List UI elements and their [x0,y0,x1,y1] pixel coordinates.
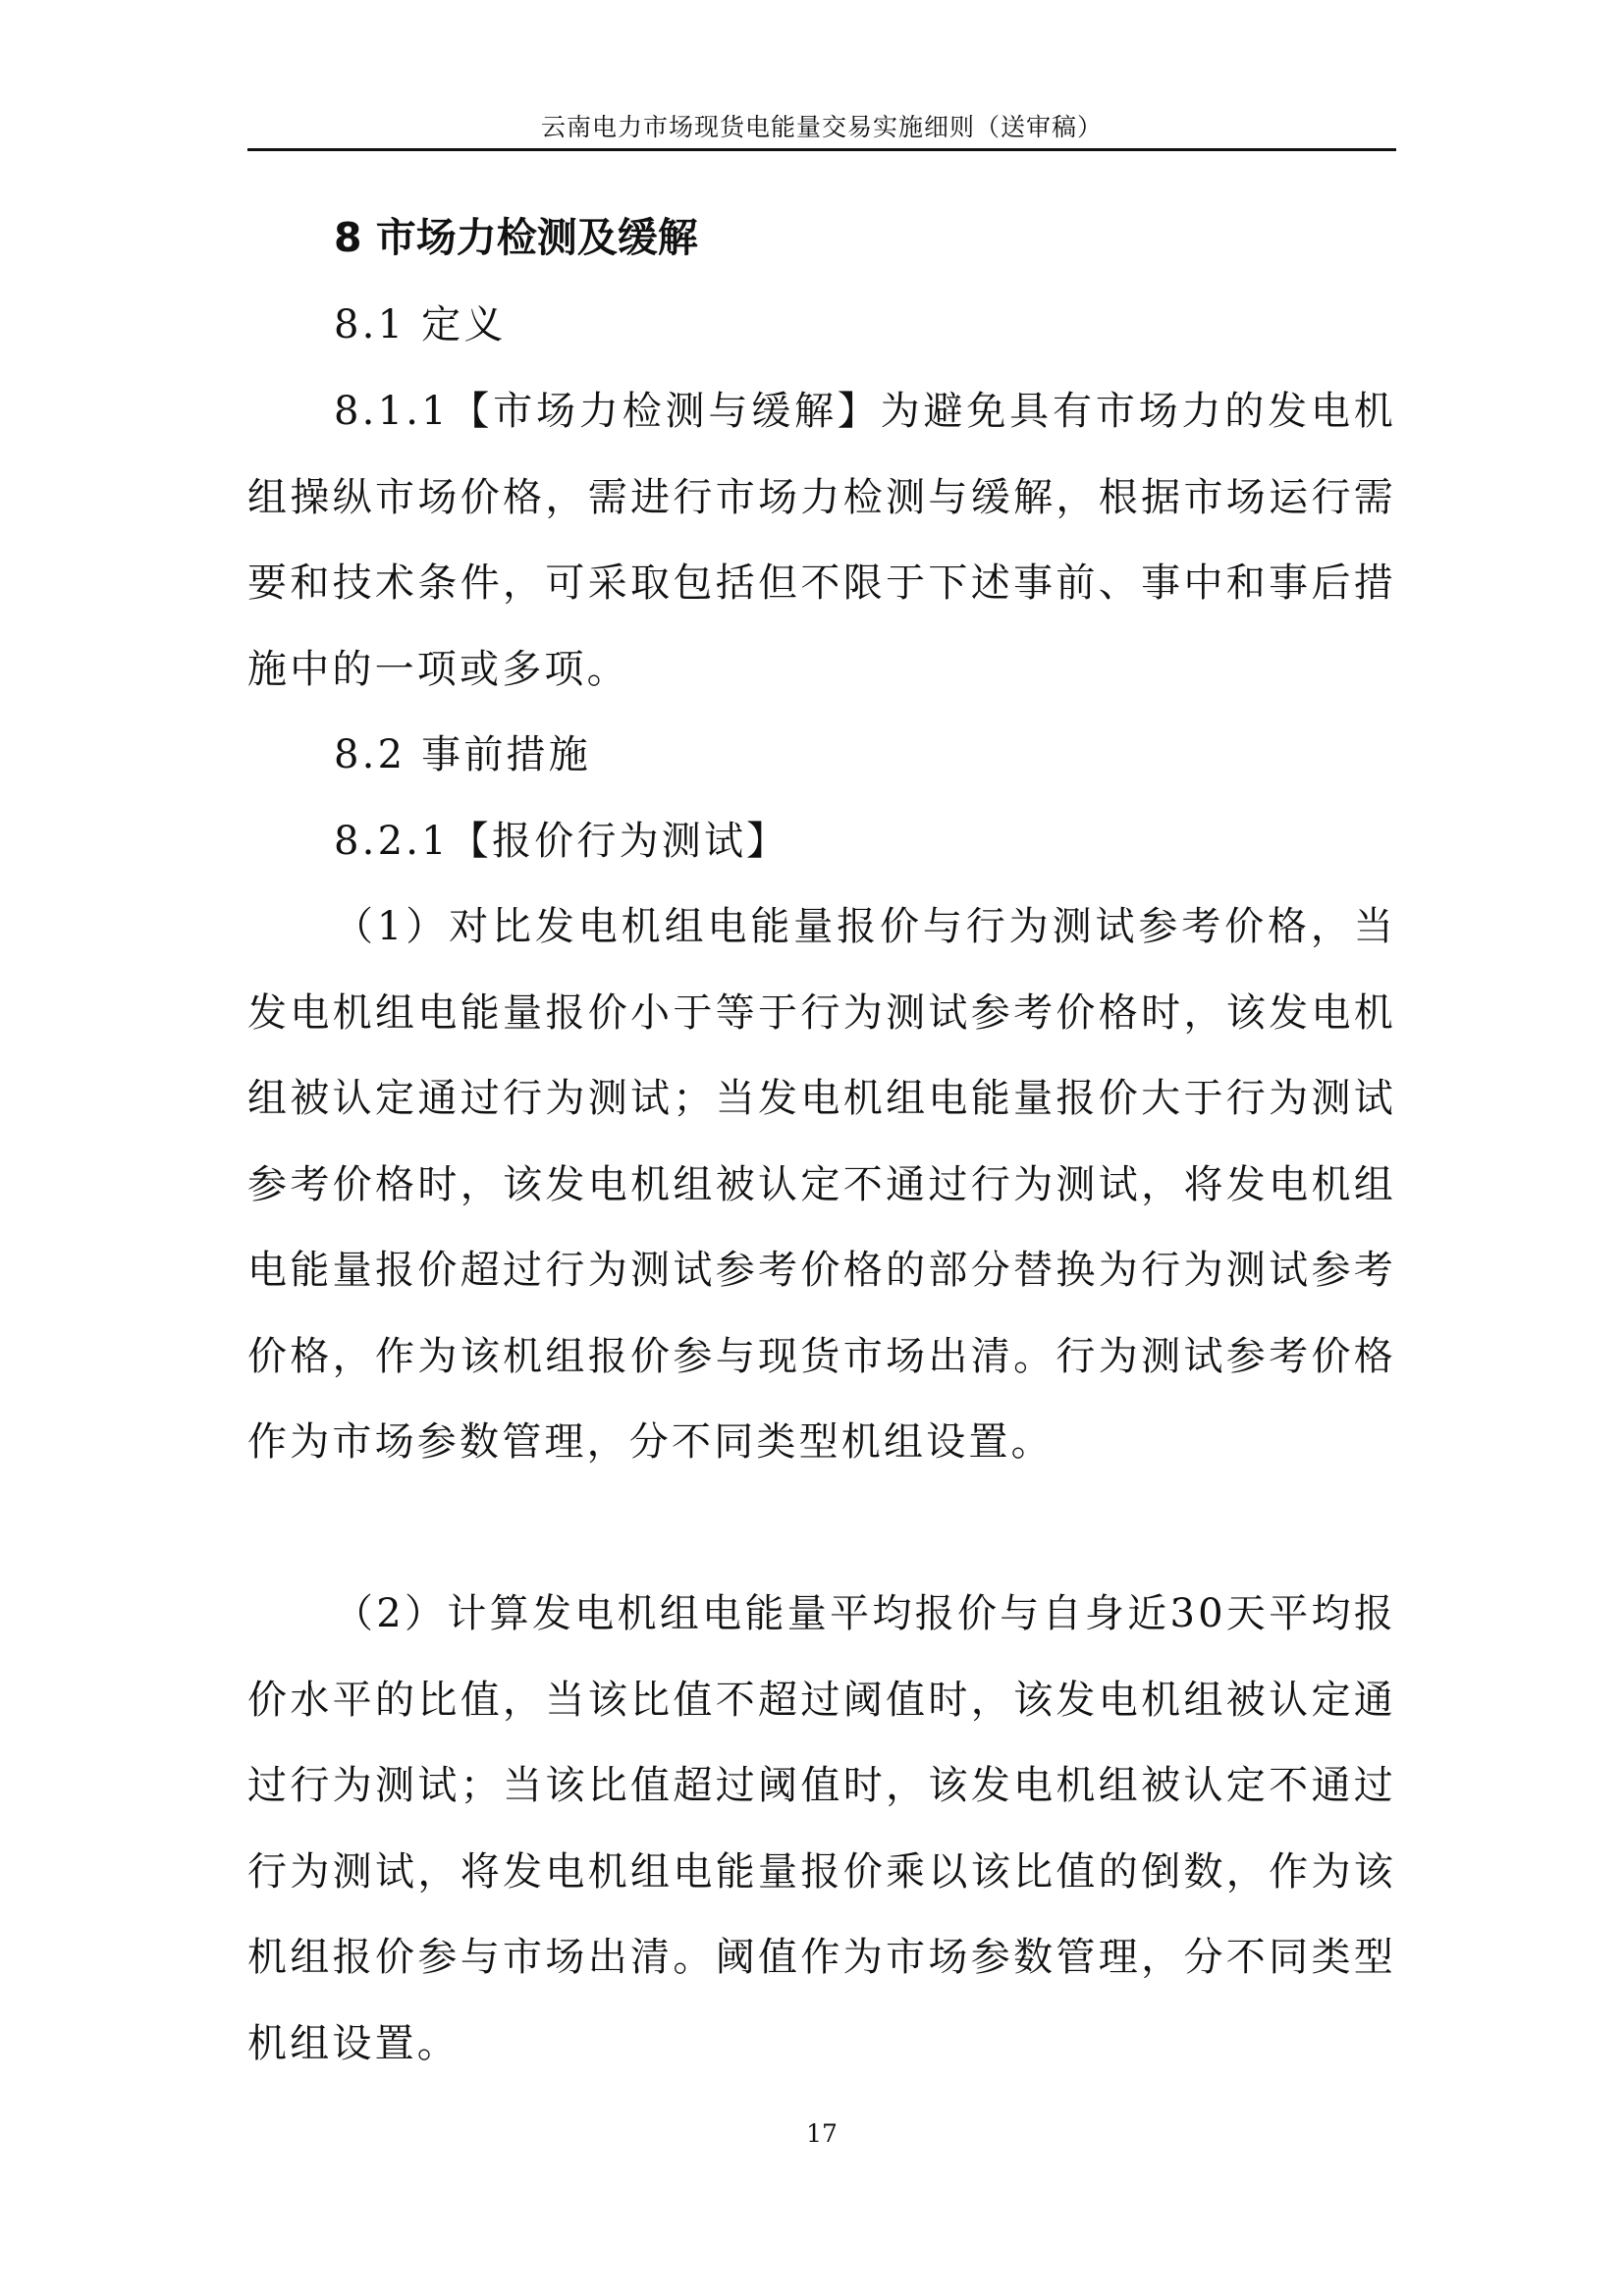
header-rule [247,148,1396,151]
running-header: 云南电力市场现货电能量交易实施细则（送审稿） [540,113,1103,141]
section-heading-8-1: 8.1 定义 [334,302,507,347]
paragraph-item-2: （2）计算发电机组电能量平均报价与自身近30天平均报价水平的比值，当该比值不超过阈值时，该发电机组被认定通过行为测试；当该比值超过阈值时，该发电机组被认定不通过行为测试，将发电机组电能量报价乘以该比值的倒数，作为该机组报价参与市场出清。阈值作为市场参数管理，分不同类型机组设置。 [247,1591,1396,2066]
page-number: 17 [806,2119,838,2148]
paragraph-8-1-1: 8.1.1【市场力检测与缓解】为避免具有市场力的发电机组操纵市场价格，需进行市场力检测与缓解，根据市场运行需要和技术条件，可采取包括但不限于下述事前、事中和事后措施中的一项或多项。 [247,389,1396,692]
paragraph-item-1: （1）对比发电机组电能量报价与行为测试参考价格，当发电机组电能量报价小于等于行为测试参考价格时，该发电机组被认定通过行为测试；当发电机组电能量报价大于行为测试参考价格时，该发电机组被认定不通过行为测试，将发电机组电能量报价超过行为测试参考价格的部分替换为行为测试参考价格，作为该机组报价参与现货市场出清。行为测试参考价格作为市场参数管理，分不同类型机组设置。 [247,904,1396,1465]
section-heading-8-2: 8.2 事前措施 [334,732,591,777]
section-heading-8-2-1: 8.2.1【报价行为测试】 [334,819,789,864]
chapter-title: 8 市场力检测及缓解 [334,214,698,261]
